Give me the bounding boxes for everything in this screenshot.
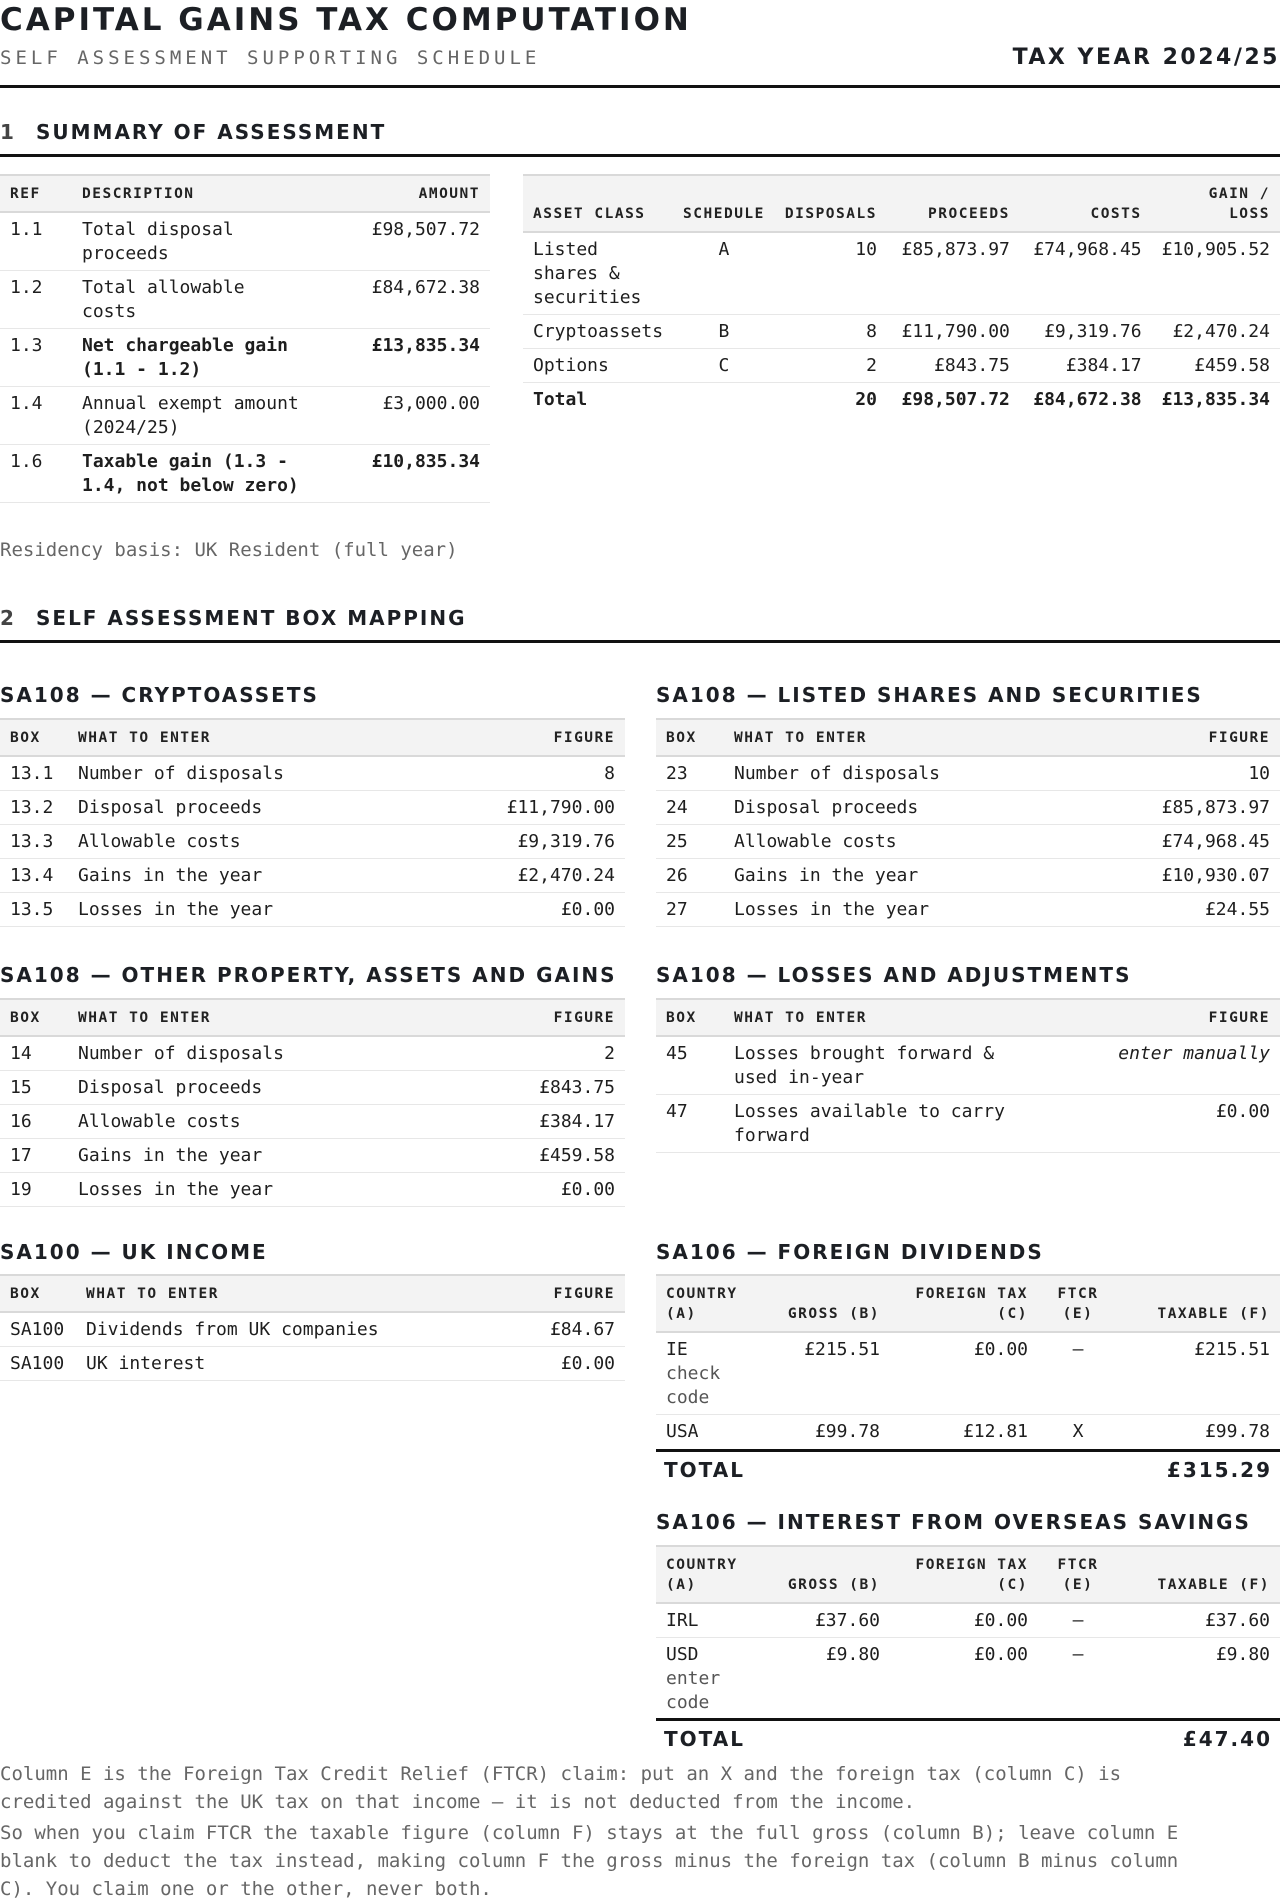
what-cell: Losses in the year: [68, 1173, 448, 1207]
figure-cell: £10,930.07: [1104, 859, 1280, 893]
figure-cell: £11,790.00: [448, 791, 625, 825]
table-header-row: [0, 175, 490, 212]
what-cell: Disposal proceeds: [68, 1071, 448, 1105]
box-cell: 17: [0, 1139, 68, 1173]
schedule-cell: B: [673, 315, 775, 349]
figure-cell: £9,319.76: [448, 825, 625, 859]
figure-cell: 10: [1104, 756, 1280, 791]
dividends-total: [656, 1449, 1280, 1489]
section-number: 1: [0, 120, 16, 144]
table-row: [523, 315, 1280, 349]
asset-class-cell: Listed shares & securities: [523, 232, 673, 315]
box-cell: 25: [656, 825, 724, 859]
table-row: [0, 212, 490, 271]
table-row: [0, 271, 490, 329]
col-gain-loss: GAIN / LOSS: [1152, 175, 1280, 232]
table-header-row: [523, 175, 1280, 232]
table-row: [0, 756, 625, 791]
residency-basis: Residency basis: UK Resident (full year): [0, 539, 458, 561]
page-subtitle: SELF ASSESSMENT SUPPORTING SCHEDULE: [0, 47, 541, 69]
section-2-rule: [0, 640, 1280, 643]
total-value: £315.29: [1166, 1458, 1272, 1482]
table-row: [523, 232, 1280, 315]
description-cell: Annual exempt amount (2024/25): [72, 387, 312, 445]
col-schedule: SCHEDULE: [673, 175, 775, 232]
col-disposals: DISPOSALS: [775, 175, 887, 232]
foreign-tax-cell: £0.00: [973, 1644, 1028, 1665]
country-cell: [656, 1638, 766, 1720]
figure-cell: £0.00: [448, 1173, 625, 1207]
what-cell: Dividends from UK companies: [76, 1312, 456, 1347]
box-cell: 45: [656, 1036, 724, 1095]
asset-class-cell: Options: [523, 349, 673, 383]
sa106-dividends-table: [656, 1274, 1280, 1448]
table-row: [0, 1139, 625, 1173]
gross-cell: £215.51: [766, 1332, 890, 1415]
table-row: [0, 1347, 625, 1381]
figure-cell: £74,968.45: [1104, 825, 1280, 859]
table-row: [656, 859, 1280, 893]
box-cell: SA100: [0, 1347, 76, 1381]
figure-cell: £2,470.24: [448, 859, 625, 893]
box-cell: 16: [0, 1105, 68, 1139]
country-cell: [656, 1603, 766, 1638]
box-cell: 27: [656, 893, 724, 927]
what-cell: Number of disposals: [68, 756, 448, 791]
table-row: [0, 791, 625, 825]
table-header-row: BOX WHAT TO ENTER FIGURE: [0, 719, 625, 756]
country-note: enter code: [666, 1668, 721, 1713]
taxable-cell: £99.78: [1204, 1421, 1270, 1442]
box-cell: SA100: [0, 1312, 76, 1347]
what-cell: Losses brought forward & used in-year: [724, 1036, 1054, 1095]
asset-class-cell: Cryptoassets: [523, 315, 673, 349]
ftcr-note-2: So when you claim FTCR the taxable figure (column F) stays at the full gross (column B); leave column E blank to deduct the tax instead, making column F the gross minus the foreign tax (column B minus column C). You claim one or the other, never both.: [0, 1822, 1179, 1900]
asset-class-table: [523, 174, 1280, 416]
ref-cell: 1.2: [0, 271, 72, 329]
table-row: [656, 1095, 1280, 1153]
sa108-crypto-title: SA108 — CRYPTOASSETS: [0, 683, 319, 707]
proceeds-cell: £85,873.97: [887, 232, 1020, 315]
section-1-rule: [0, 154, 1280, 157]
sa108-crypto-table: [0, 718, 625, 927]
col-asset-class: ASSET CLASS: [523, 175, 673, 232]
table-header-row: BOX WHAT TO ENTER FIGURE: [656, 999, 1280, 1036]
tax-year: TAX YEAR 2024/25: [1012, 45, 1280, 70]
gain-loss-cell: £459.58: [1152, 349, 1280, 383]
table-row: [0, 329, 490, 387]
what-cell: Gains in the year: [724, 859, 1104, 893]
sa106-interest-title: SA106 — INTEREST FROM OVERSEAS SAVINGS: [656, 1510, 1251, 1534]
sa108-listed-table: [656, 718, 1280, 927]
section-title: SUMMARY OF ASSESSMENT: [36, 120, 387, 144]
section-number: 2: [0, 606, 16, 630]
sa108-losses-title: SA108 — LOSSES AND ADJUSTMENTS: [656, 963, 1132, 987]
ftcr-cell: —: [1072, 1644, 1084, 1665]
proceeds-cell: £843.75: [887, 349, 1020, 383]
page-title: CAPITAL GAINS TAX COMPUTATION: [0, 2, 692, 38]
figure-cell: £0.00: [448, 893, 625, 927]
total-value: £47.40: [1182, 1727, 1272, 1751]
what-cell: Allowable costs: [68, 1105, 448, 1139]
table-header-row: BOX WHAT TO ENTER FIGURE: [656, 719, 1280, 756]
what-cell: Disposal proceeds: [724, 791, 1104, 825]
col-amount: AMOUNT: [312, 175, 490, 212]
table-row: [0, 859, 625, 893]
table-row: [656, 1638, 1280, 1720]
box-cell: 47: [656, 1095, 724, 1153]
sa108-other-table: [0, 998, 625, 1207]
table-row: [656, 756, 1280, 791]
amount-cell: £10,835.34: [312, 445, 490, 503]
table-row: [656, 1415, 1280, 1449]
what-cell: Gains in the year: [68, 859, 448, 893]
country-cell: [656, 1332, 766, 1415]
figure-cell: £85,873.97: [1104, 791, 1280, 825]
box-cell: 19: [0, 1173, 68, 1207]
table-header-row: COUNTRY (A) GROSS (B) FOREIGN TAX (C) FTCR (E) TAXABLE (F): [656, 1275, 1280, 1332]
foreign-tax-cell: £0.00: [890, 1332, 1038, 1415]
description-cell: Total allowable costs: [72, 271, 312, 329]
disposals-cell: 8: [775, 315, 887, 349]
ftcr-cell: —: [1038, 1603, 1118, 1638]
table-header-row: COUNTRY (A) GROSS (B) FOREIGN TAX (C) FTCR (E) TAXABLE (F): [656, 1546, 1280, 1603]
table-total-row: Total 20 £98,507.72 £84,672.38 £13,835.34: [533, 389, 1270, 410]
box-cell: 14: [0, 1036, 68, 1071]
figure-cell: £459.58: [448, 1139, 625, 1173]
country-code: USD: [666, 1644, 699, 1665]
country-code: IE: [666, 1339, 688, 1360]
figure-cell: £84.67: [456, 1312, 625, 1347]
box-cell: 13.2: [0, 791, 68, 825]
table-row: [0, 1173, 625, 1207]
sa100-uk-income-title: SA100 — UK INCOME: [0, 1240, 268, 1264]
col-costs: COSTS: [1020, 175, 1152, 232]
table-row: [0, 1036, 625, 1071]
figure-cell: 2: [448, 1036, 625, 1071]
table-row: [0, 1105, 625, 1139]
table-row: [0, 445, 490, 503]
table-row: [656, 1332, 1280, 1415]
foreign-tax-cell: £0.00: [890, 1603, 1038, 1638]
foreign-tax-cell: £12.81: [962, 1421, 1028, 1442]
country-code: IRL: [666, 1610, 699, 1631]
what-cell: Allowable costs: [724, 825, 1104, 859]
description-cell: Total disposal proceeds: [72, 212, 312, 271]
col-ref: REF: [0, 175, 72, 212]
what-cell: Losses in the year: [724, 893, 1104, 927]
gain-loss-cell: £10,905.52: [1152, 232, 1280, 315]
table-row: [0, 1312, 625, 1347]
table-header-row: BOX WHAT TO ENTER FIGURE: [0, 1275, 625, 1312]
sa106-interest-table: [656, 1545, 1280, 1719]
schedule-cell: C: [673, 349, 775, 383]
what-cell: Disposal proceeds: [68, 791, 448, 825]
sa108-listed-title: SA108 — LISTED SHARES AND SECURITIES: [656, 683, 1203, 707]
sa100-uk-income-table: [0, 1274, 625, 1381]
box-cell: 13.5: [0, 893, 68, 927]
box-cell: 13.3: [0, 825, 68, 859]
taxable-cell: £37.60: [1118, 1603, 1280, 1638]
total-label: TOTAL: [664, 1458, 745, 1482]
box-cell: 15: [0, 1071, 68, 1105]
what-cell: Losses in the year: [68, 893, 448, 927]
table-row: [0, 1071, 625, 1105]
what-cell: UK interest: [76, 1347, 456, 1381]
proceeds-cell: £11,790.00: [887, 315, 1020, 349]
description-cell: Net chargeable gain (1.1 - 1.2): [72, 329, 312, 387]
table-row: [656, 791, 1280, 825]
what-cell: Allowable costs: [68, 825, 448, 859]
country-code: USA: [666, 1421, 699, 1442]
amount-cell: £13,835.34: [312, 329, 490, 387]
section-2-heading: [0, 606, 467, 630]
figure-cell: £843.75: [448, 1071, 625, 1105]
table-row: [0, 893, 625, 927]
what-cell: Number of disposals: [68, 1036, 448, 1071]
amount-cell: £98,507.72: [312, 212, 490, 271]
costs-cell: £384.17: [1020, 349, 1152, 383]
what-cell: Losses available to carry forward: [724, 1095, 1054, 1153]
ref-cell: 1.3: [0, 329, 72, 387]
amount-cell: £84,672.38: [312, 271, 490, 329]
interest-total: [656, 1718, 1280, 1758]
figure-cell: £24.55: [1104, 893, 1280, 927]
schedule-cell: A: [673, 232, 775, 315]
box-cell: 23: [656, 756, 724, 791]
figure-cell: enter manually: [1054, 1036, 1280, 1095]
table-row: [656, 893, 1280, 927]
box-cell: 24: [656, 791, 724, 825]
amount-cell: £3,000.00: [312, 387, 490, 445]
box-cell: 13.1: [0, 756, 68, 791]
ftcr-cell: X: [1072, 1421, 1084, 1442]
table-row: [0, 825, 625, 859]
taxable-cell: £9.80: [1215, 1644, 1270, 1665]
total-label: TOTAL: [664, 1727, 745, 1751]
section-title: SELF ASSESSMENT BOX MAPPING: [36, 606, 467, 630]
costs-cell: £9,319.76: [1020, 315, 1152, 349]
col-proceeds: PROCEEDS: [887, 175, 1020, 232]
country-note: check code: [666, 1363, 721, 1408]
table-row: [656, 825, 1280, 859]
ftcr-note-1: Column E is the Foreign Tax Credit Relief (FTCR) claim: put an X and the foreign tax (column C) is credited against the UK tax on that income — it is not deducted from the income.: [0, 1763, 1122, 1813]
ftcr-cell: —: [1038, 1332, 1118, 1415]
table-row: [0, 387, 490, 445]
gain-loss-cell: £2,470.24: [1152, 315, 1280, 349]
gross-cell: £37.60: [766, 1603, 890, 1638]
gross-cell: £99.78: [814, 1421, 880, 1442]
ref-cell: 1.4: [0, 387, 72, 445]
table-header-row: BOX WHAT TO ENTER FIGURE: [0, 999, 625, 1036]
sa108-losses-table: [656, 998, 1280, 1153]
table-row: [656, 1036, 1280, 1095]
what-cell: Number of disposals: [724, 756, 1104, 791]
header-rule: [0, 85, 1280, 88]
figure-cell: £0.00: [1054, 1095, 1280, 1153]
taxable-cell: £215.51: [1118, 1332, 1280, 1415]
summary-table: [0, 174, 490, 503]
description-cell: Taxable gain (1.3 - 1.4, not below zero): [72, 445, 312, 503]
table-row: [656, 1603, 1280, 1638]
what-cell: Gains in the year: [68, 1139, 448, 1173]
box-cell: 13.4: [0, 859, 68, 893]
costs-cell: £74,968.45: [1020, 232, 1152, 315]
country-cell: [656, 1415, 766, 1449]
gross-cell: £9.80: [825, 1644, 880, 1665]
section-1-heading: [0, 120, 386, 144]
figure-cell: £0.00: [456, 1347, 625, 1381]
ref-cell: 1.1: [0, 212, 72, 271]
figure-cell: £384.17: [448, 1105, 625, 1139]
box-cell: 26: [656, 859, 724, 893]
table-row: [523, 349, 1280, 383]
col-description: DESCRIPTION: [72, 175, 312, 212]
sa108-other-title: SA108 — OTHER PROPERTY, ASSETS AND GAINS: [0, 963, 617, 987]
disposals-cell: 10: [775, 232, 887, 315]
disposals-cell: 2: [775, 349, 887, 383]
figure-cell: 8: [448, 756, 625, 791]
sa106-dividends-title: SA106 — FOREIGN DIVIDENDS: [656, 1240, 1044, 1264]
ref-cell: 1.6: [0, 445, 72, 503]
